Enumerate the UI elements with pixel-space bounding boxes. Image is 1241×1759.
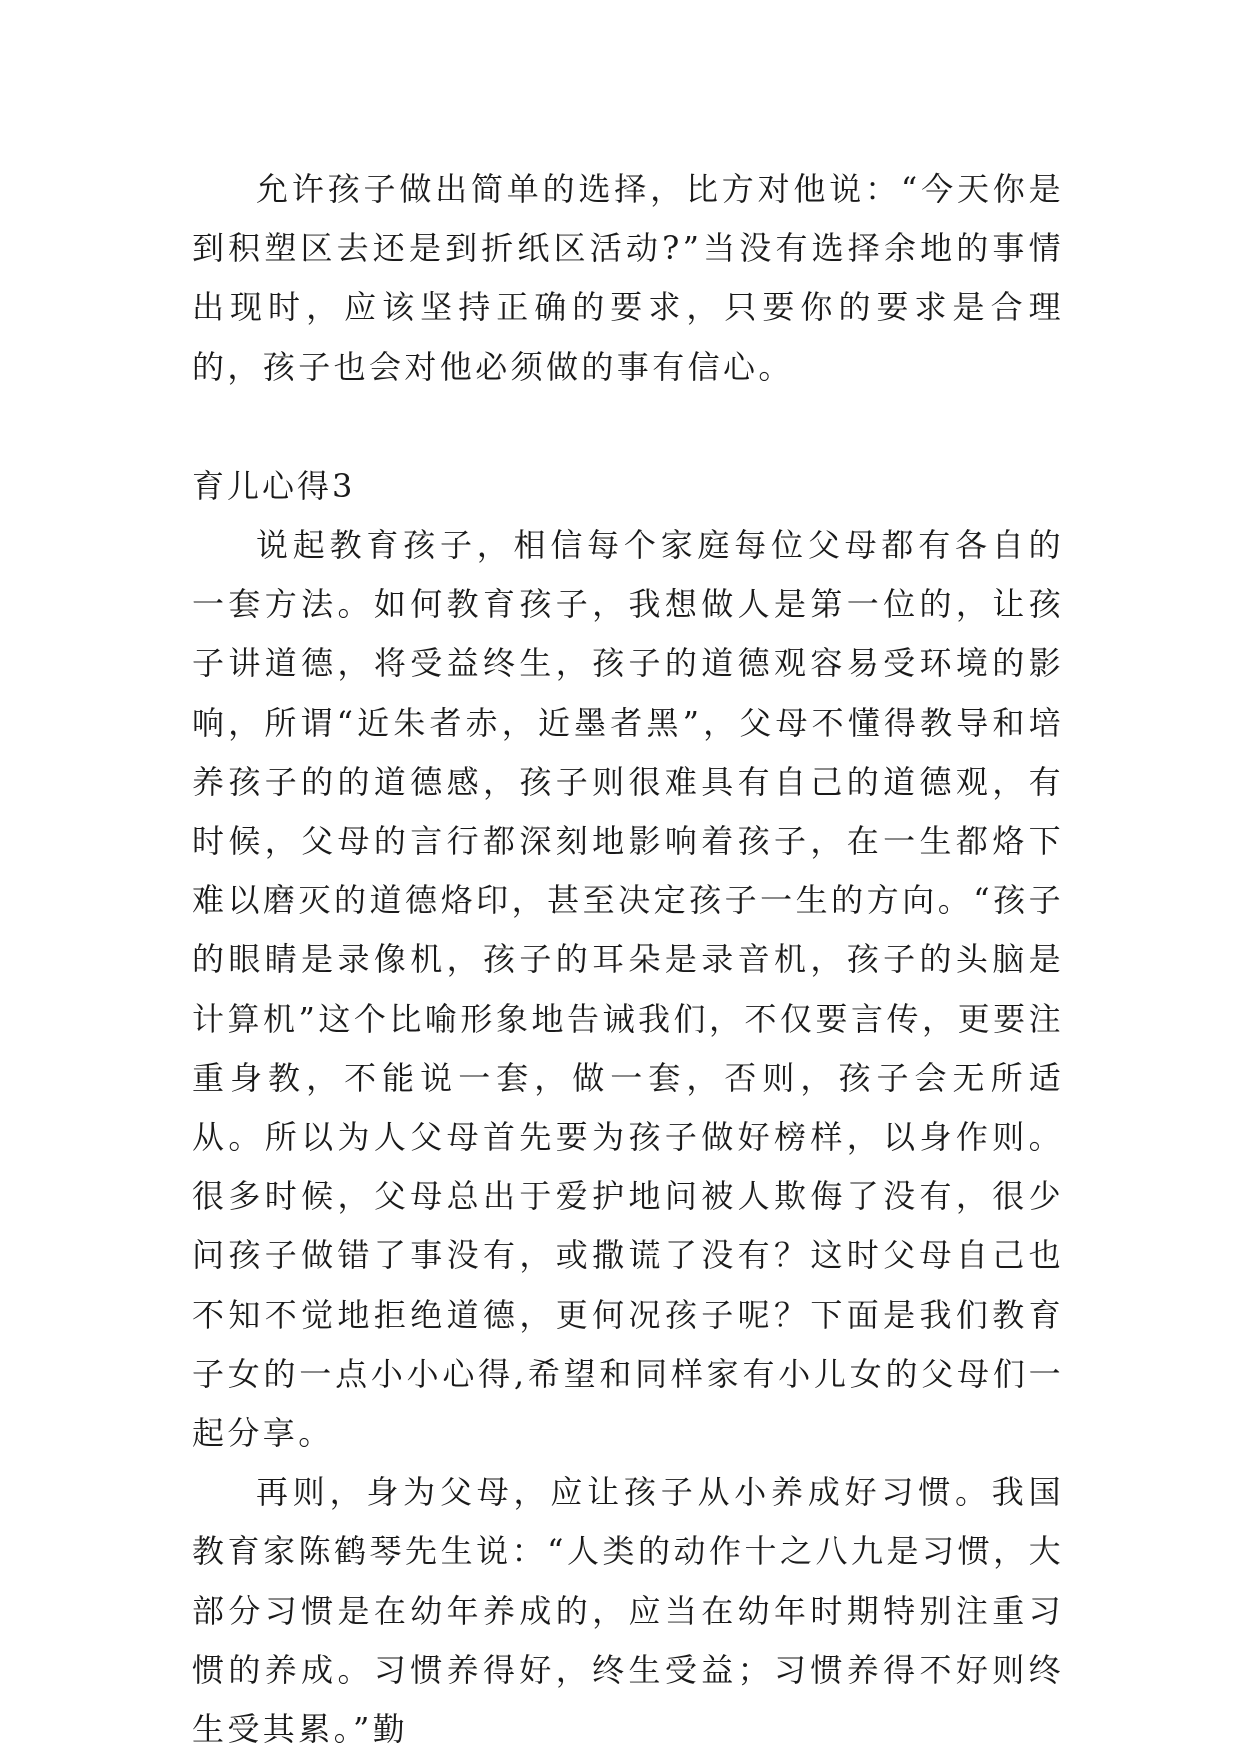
section-title: 育儿心得3 [192,466,356,505]
section-spacer [192,397,1064,457]
body-paragraph-1: 说起教育孩子，相信每个家庭每位父母都有各自的一套方法。如何教育孩子，我想做人是第一位的，让孩子讲道德，将受益终生，孩子的道德观容易受环境的影响，所谓“近朱者赤，近墨者黑”，父母不懂得教导和培养孩子的的道德感，孩子则很难具有自己的道德观，有时候，父母的言行都深刻地影响着孩子，在一生都烙下难以磨灭的道德烙印，甚至决定孩子一生的方向。“孩子的眼睛是录像机，孩子的耳朵是录音机，孩子的头脑是计算机”这个比喻形象地告诫我们，不仅要言传，更要注重身教，不能说一套，做一套，否则，孩子会无所适从。所以为人父母首先要为孩子做好榜样，以身作则。很多时候，父母总出于爱护地问被人欺侮了没有，很少问孩子做错了事没有，或撒谎了没有？这时父母自己也不知不觉地拒绝道德，更何况孩子呢？下面是我们教育子女的一点小小心得,希望和同样家有小儿女的父母们一起分享。 [192,526,1064,1453]
body-paragraph-2: 再则，身为父母，应让孩子从小养成好习惯。我国教育家陈鹤琴先生说：“人类的动作十之八九是习惯，大部分习惯是在幼年养成的，应当在幼年时期特别注重习惯的养成。习惯养得好，终生受益；习惯养得不好则终生受其累。”勤 [192,1473,1064,1749]
document-body [192,160,1064,1759]
intro-paragraph: 允许孩子做出简单的选择，比方对他说：“今天你是到积塑区去还是到折纸区活动?”当没有选择余地的事情出现时，应该坚持正确的要求，只要你的要求是合理的，孩子也会对他必须做的事有信心。 [192,170,1064,386]
